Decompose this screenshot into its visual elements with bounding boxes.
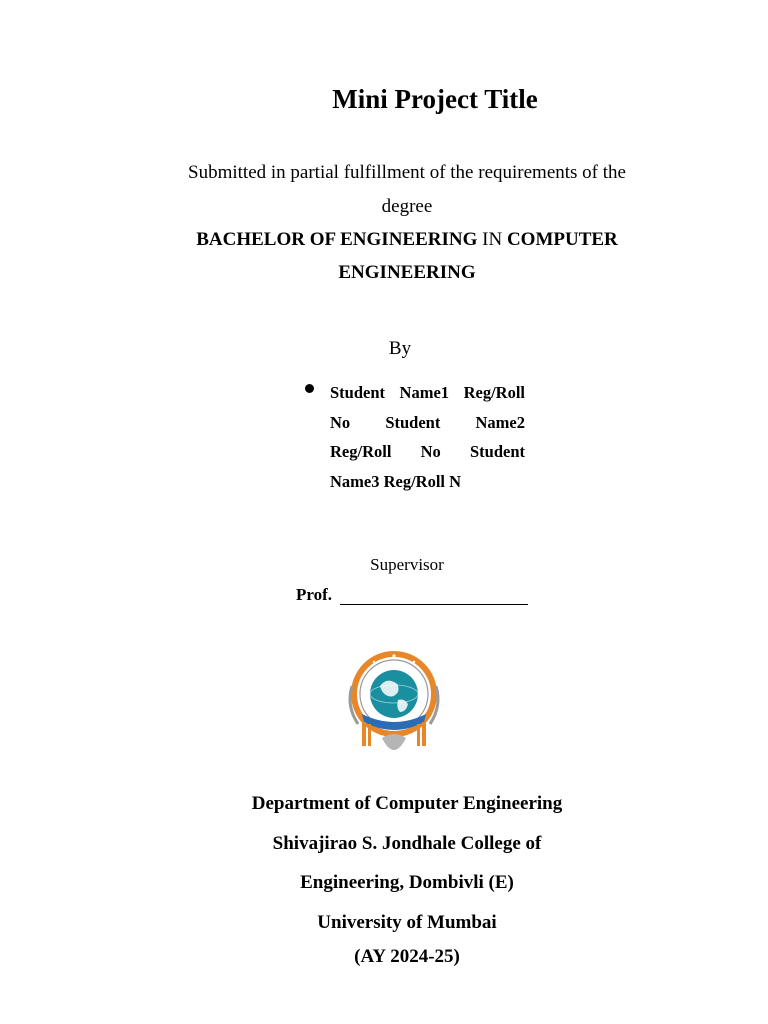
university-name: University of Mumbai [317,912,497,933]
student-list: Student Name1 Reg/Roll No Student Name2 Reg/Roll No Student Name3 Reg/Roll N [330,383,525,491]
bullet-icon [305,384,314,393]
college-name-line-2: Engineering, Dombivli (E) [300,872,514,893]
degree-line-1 [140,229,674,251]
degree-connector: IN [477,229,507,250]
academic-year: (AY 2024-25) [354,946,460,967]
degree-branch: COMPUTER [506,229,618,250]
degree-name: BACHELOR OF ENGINEERING [196,229,478,250]
submission-line-1: Submitted in partial fulfillment of the requirements of the [188,162,626,183]
project-title: Mini Project Title [332,84,538,114]
by-label: By [388,338,412,359]
submission-line-2: degree [381,196,433,217]
college-name-line-1: Shivajirao S. Jondhale College of [272,833,542,854]
prof-label: Prof. [296,585,333,604]
college-logo-icon [344,646,444,752]
supervisor-name-line [340,603,528,605]
supervisor-label: Supervisor [370,555,444,574]
degree-line-2: ENGINEERING [338,262,476,283]
department-name: Department of Computer Engineering [251,793,563,814]
